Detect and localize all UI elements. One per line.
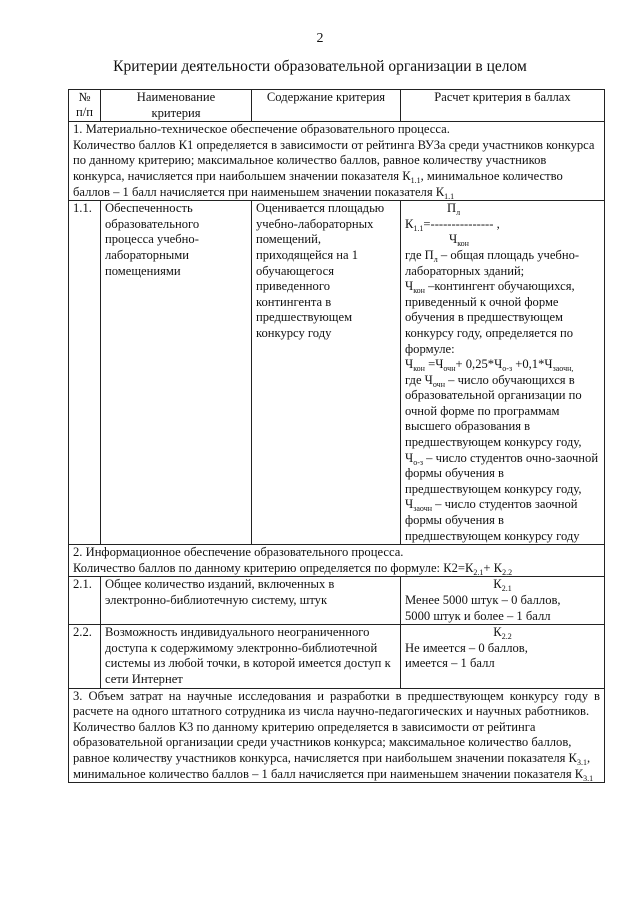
- header-name: Наименование критерия: [101, 90, 252, 122]
- definition-fulltime: где $Ч_{очн}$ – число обучающихся в образовательной организации по очной форме по программам высшего образования в предшествующем конкурсу году,: [405, 372, 582, 450]
- definition-contingent: $Ч_{кон}$ –контингент обучающихся, приведенный к очной форме обучения в предшествующем конкурсу году, определяется по формуле:: [405, 279, 575, 356]
- row-number: 2.2.: [69, 625, 101, 688]
- definition-extramural: $Ч_{заочн}$ – число студентов заочной формы обучения в предшествующем конкурсу году: [405, 497, 580, 543]
- definition-part-time: $Ч_{о-з}$ – число студентов очно-заочной формы обучения в предшествующем конкурсу году,: [405, 450, 599, 496]
- section-3-description: Количество баллов К3 по данному критерию определяется в зависимости от рейтинга образовательной организации среди участников конкурса; максимальное количество баллов, равное количеству участников конкурса, начисляется при наибольшем значении показателя $К_{3.1}$, минимальное количество баллов – 1 балл начисляется при наименьшем значении показателя $К_{3.1}$: [73, 719, 594, 783]
- section-1-row: [69, 122, 605, 201]
- section-2-formula: Количество баллов по данному критерию определяется по формуле: $К2=К_{2.1}+ К_{2.2}$: [73, 560, 513, 577]
- table-row: [69, 201, 605, 545]
- section-2-heading: 2. Информационное обеспечение образовательного процесса.: [73, 545, 404, 560]
- table-header-row: [69, 90, 605, 122]
- criterion-content: Оценивается площадью учебно-лабораторных помещений, приходящейся на 1 обучающегося приведенного контингента в предшествующем конкурсу году: [252, 201, 401, 545]
- section-2-text: [69, 545, 605, 577]
- row-number: 1.1.: [69, 201, 101, 545]
- page-title: Критерии деятельности образовательной организации в целом: [113, 58, 527, 75]
- criterion-calculation: $К_{2.1}$ Менее 5000 штук – 0 баллов, 5000 штук и более – 1 балл: [401, 577, 605, 625]
- section-3-text: [69, 688, 605, 783]
- criterion-calculation: [401, 201, 605, 545]
- table-row: [69, 625, 605, 688]
- section-1-text: [69, 122, 605, 201]
- row-number: 2.1.: [69, 577, 101, 625]
- criterion-content: Общее количество изданий, включенных в электронно-библиотечную систему, штук: [101, 577, 401, 625]
- criterion-name: Обеспеченность образовательного процесса учебно-лабораторными помещениями: [101, 201, 252, 545]
- section-3-row: [69, 688, 605, 783]
- criterion-calculation: $К_{2.2}$ Не имеется – 0 баллов, имеется – 1 балл: [401, 625, 605, 688]
- header-number: № п/п: [69, 90, 101, 122]
- header-calculation: Расчет критерия в баллах: [401, 90, 605, 122]
- criteria-table: [68, 89, 605, 783]
- page-number: 2: [316, 31, 324, 46]
- section-1-heading: 1. Материально-техническое обеспечение образовательного процесса.: [73, 122, 450, 137]
- header-content: Содержание критерия: [252, 90, 401, 122]
- formula-k11: $П_л$ $К_{1.1}=---------------$ , $Ч_{кон}$: [405, 201, 500, 249]
- section-2-row: [69, 545, 605, 577]
- definition-area: где $П_л$ – общая площадь учебно-лабораторных зданий;: [405, 247, 580, 278]
- section-1-description: Количество баллов К1 определяется в зависимости от рейтинга ВУЗа среди участников конкурса по данному критерию; максимальное количество баллов, равное количеству участников конкурса, начисляется при наибольшем значении показателя $К_{1.1}$, минимальное количество баллов – 1 балл начисляется при наименьшем значении показателя $К_{1.1}$: [73, 137, 595, 201]
- formula-contingent: $Ч_{кон} =Ч_{очн}+ 0,25*Ч_{о-з} +0,1*Ч_{заочн,}$: [405, 357, 574, 374]
- section-3-heading: 3. Объем затрат на научные исследования и разработки в предшествующем конкурсу году в расчете на одного штатного сотрудника из числа научно-педагогических и научных работников.: [73, 688, 600, 719]
- criterion-content: Возможность индивидуального неограниченного доступа к содержимому электронно-библиотечной системы из любой точки, в которой имеется доступ к сети Интернет: [101, 625, 401, 688]
- table-row: [69, 577, 605, 625]
